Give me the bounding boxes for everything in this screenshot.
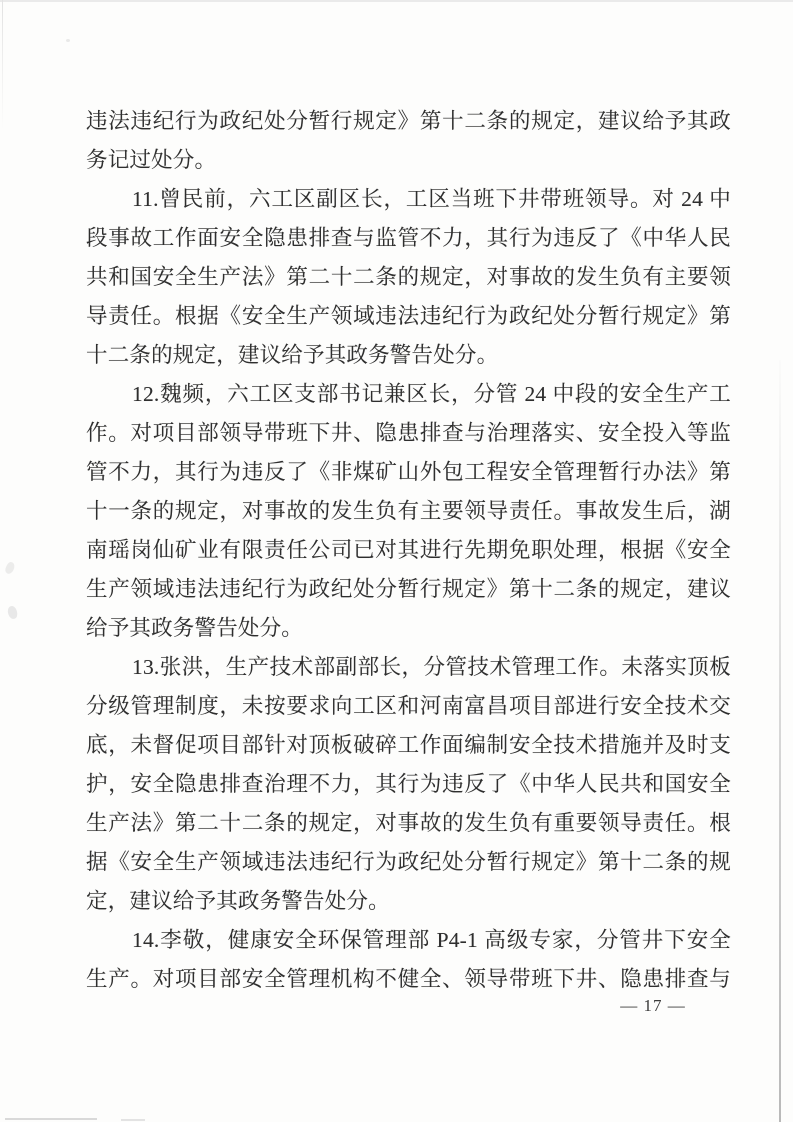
text-line: 违法违纪行为政纪处分暂行规定》第十二条的规定，建议给予其政: [86, 109, 731, 133]
text-line: 据《安全生产领域违法违纪行为政纪处分暂行规定》第十二条的规: [86, 850, 731, 874]
text-line: 十二条的规定，建议给予其政务警告处分。: [86, 343, 499, 367]
scan-dot: [66, 39, 70, 42]
text-line: 共和国安全生产法》第二十二条的规定，对事故的发生负有主要领: [86, 265, 731, 289]
text-line: 12.魏频，六工区支部书记兼区长，分管 24 中段的安全生产工: [132, 382, 731, 406]
text-line: 生产。对项目部安全管理机构不健全、领导带班下井、隐患排查与: [86, 967, 731, 991]
text-line: 分级管理制度，未按要求向工区和河南富昌项目部进行安全技术交: [86, 694, 731, 718]
text-line: 南瑶岗仙矿业有限责任公司已对其进行先期免职处理，根据《安全: [86, 538, 731, 562]
text-line: 11.曾民前，六工区副区长，工区当班下井带班领导。对 24 中: [132, 187, 731, 211]
scan-smudge: [4, 561, 17, 575]
text-line: 生产法》第二十二条的规定，对事故的发生负有重要领导责任。根: [86, 811, 731, 835]
text-line: 段事故工作面安全隐患排查与监管不力，其行为违反了《中华人民: [86, 226, 731, 250]
text-line: 生产领域违法违纪行为政纪处分暂行规定》第十二条的规定，建议: [86, 577, 731, 601]
paragraph-item-13: [86, 648, 731, 921]
document-body: [86, 102, 731, 999]
scan-mark-bottom: [121, 1119, 145, 1121]
text-line: 作。对项目部领导带班下井、隐患排查与治理落实、安全投入等监: [86, 421, 731, 445]
text-line: 管不力，其行为违反了《非煤矿山外包工程安全管理暂行办法》第: [86, 460, 731, 484]
text-line: 导责任。根据《安全生产领域违法违纪行为政纪处分暂行规定》第: [86, 304, 731, 328]
text-line: 14.李敬，健康安全环保管理部 P4-1 高级专家，分管井下安全: [132, 928, 731, 952]
text-line: 护，安全隐患排查治理不力，其行为违反了《中华人民共和国安全: [86, 772, 731, 796]
scan-mark-bottom: [5, 1118, 97, 1120]
text-line: 十一条的规定，对事故的发生负有主要领导责任。事故发生后，湖: [86, 499, 731, 523]
paragraph-item-14: [86, 921, 731, 999]
paragraph-item-12: [86, 375, 731, 648]
paragraph-continuation: [86, 102, 731, 180]
scan-edge-right: [779, 360, 781, 1122]
text-line: 底，未督促项目部针对顶板破碎工作面编制安全技术措施并及时支: [86, 733, 731, 757]
paragraph-item-11: [86, 180, 731, 375]
text-line: 给予其政务警告处分。: [86, 616, 304, 640]
scan-edge-top: [0, 0, 793, 2]
scan-smudge: [6, 605, 19, 620]
text-line: 定，建议给予其政务警告处分。: [86, 889, 390, 913]
page-number: — 17 —: [620, 996, 686, 1015]
scan-edge-left: [2, 0, 3, 130]
text-line: 务记过处分。: [86, 148, 217, 172]
text-line: 13.张洪，生产技术部副部长，分管技术管理工作。未落实顶板: [132, 655, 731, 679]
